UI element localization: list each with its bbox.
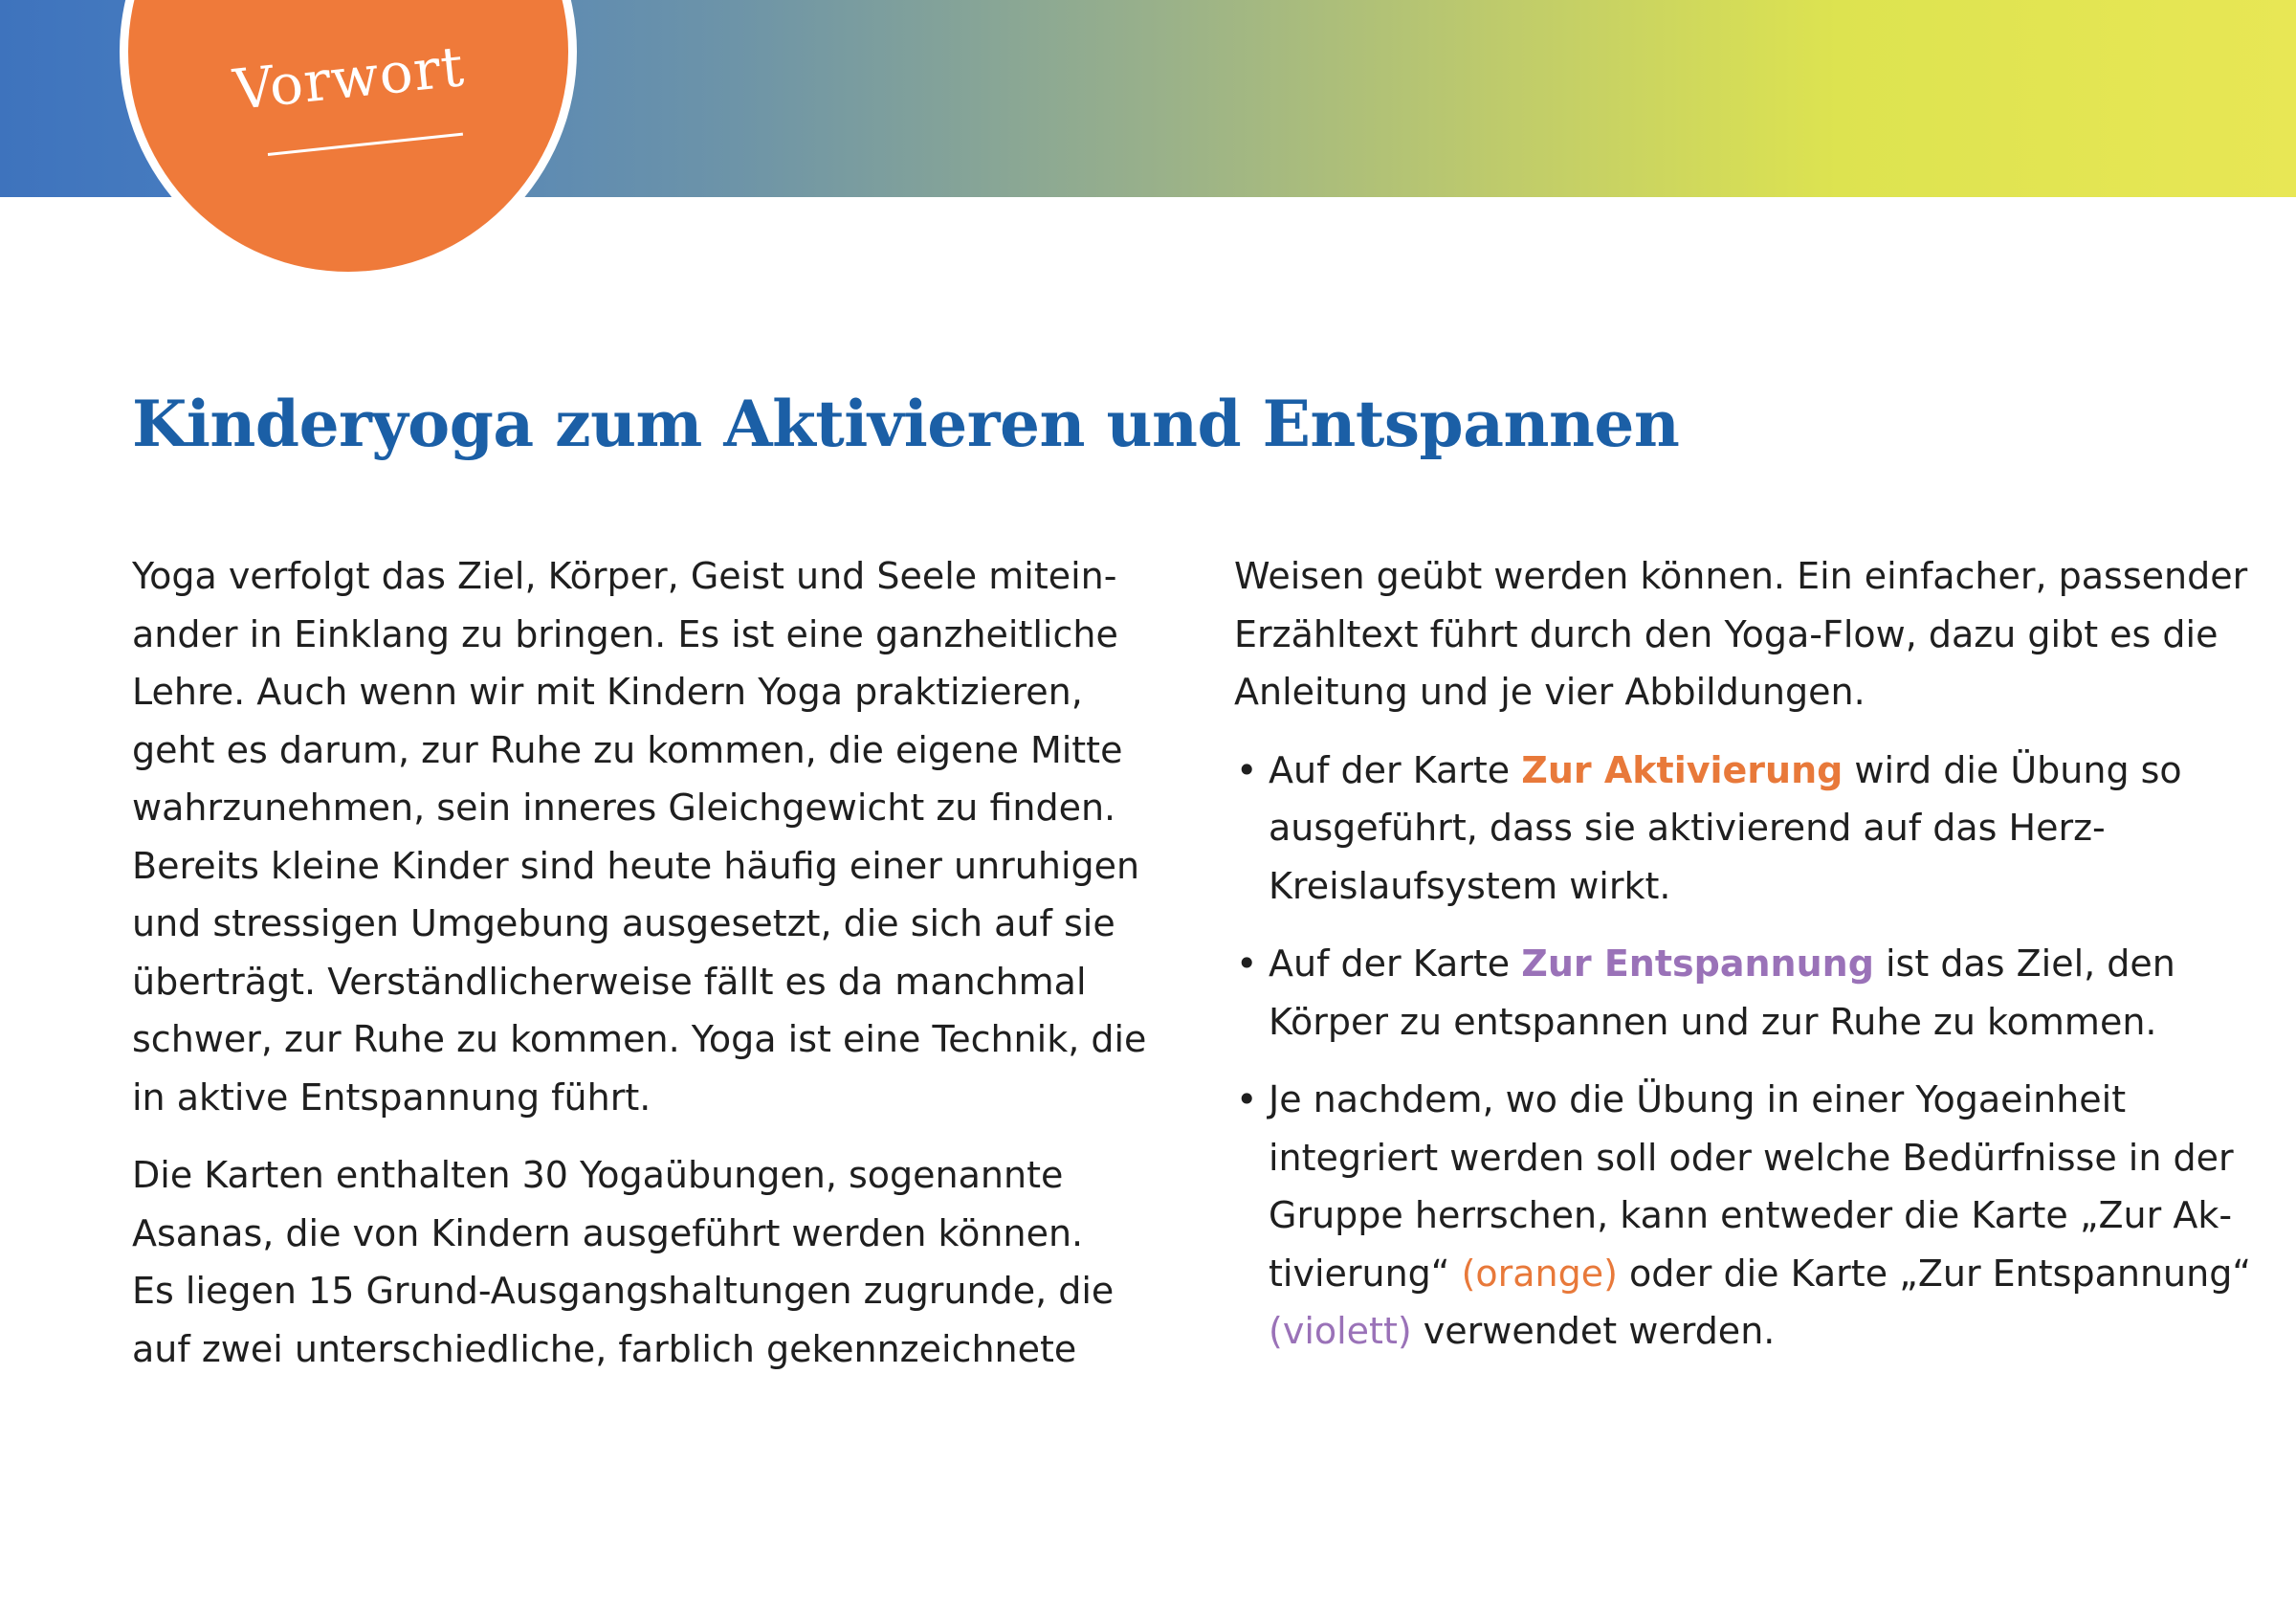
text-line: Gruppe herrschen, kann entweder die Karte „Zur Ak- <box>1269 1194 2233 1236</box>
text-line: geht es darum, zur Ruhe zu kommen, die eigene Mitte <box>132 728 1123 771</box>
text-line: und stressigen Umgebung ausgesetzt, die sich auf sie <box>132 902 1115 944</box>
text-line: auf zwei unterschiedliche, farblich gekennzeichnete <box>132 1327 1077 1370</box>
intro-paragraph <box>132 547 1147 1126</box>
text-fragment: wird die Übung so <box>1843 748 2182 791</box>
text-line: Die Karten enthalten 30 Yogaübungen, sogenannte <box>132 1154 1064 1196</box>
bullet-activation <box>1234 742 2191 916</box>
section-label: Vorwort <box>230 33 468 122</box>
relaxation-label: Zur Entspannung <box>1521 942 1874 985</box>
bullet-list <box>1234 742 2251 1361</box>
text-line: Bereits kleine Kinder sind heute häufig einer unruhigen <box>132 844 1140 887</box>
text-fragment: verwendet werden. <box>1411 1310 1776 1352</box>
text-line: Lehre. Auch wenn wir mit Kindern Yoga praktizieren, <box>132 671 1083 713</box>
continuation-paragraph <box>1234 547 2248 721</box>
cards-paragraph <box>132 1146 1115 1378</box>
bullet-relaxation <box>1234 935 2191 1051</box>
text-line: ander in Einklang zu bringen. Es ist eine ganzheitliche <box>132 612 1118 655</box>
bullet-choice <box>1234 1071 2251 1361</box>
orange-color-note: (orange) <box>1461 1252 1618 1295</box>
text-line: Anleitung und je vier Abbildungen. <box>1234 671 1866 713</box>
text-line: Erzähltext führt durch den Yoga-Flow, dazu gibt es die <box>1234 612 2219 655</box>
text-line: Körper zu entspannen und zur Ruhe zu kommen. <box>1269 1000 2157 1043</box>
page-title: Kinderyoga zum Aktivieren und Entspannen <box>132 387 1680 461</box>
text-line <box>1269 935 2191 993</box>
left-column <box>132 547 1147 1378</box>
text-line: integriert werden soll oder welche Bedürfnisse in der <box>1269 1136 2234 1179</box>
section-badge <box>128 0 568 272</box>
text-line <box>1269 1245 2251 1303</box>
text-fragment: Auf der Karte <box>1269 748 1522 791</box>
text-line <box>1269 1302 2191 1361</box>
text-fragment: Auf der Karte <box>1269 942 1522 985</box>
text-fragment: oder die Karte „Zur Entspannung“ <box>1617 1252 2251 1295</box>
text-line: schwer, zur Ruhe zu kommen. Yoga ist eine Technik, die <box>132 1018 1147 1060</box>
text-fragment: tivierung“ <box>1269 1252 1462 1295</box>
text-line: Asanas, die von Kindern ausgeführt werden können. <box>132 1211 1084 1254</box>
activation-label: Zur Aktivierung <box>1521 748 1843 791</box>
text-line: • Je nachdem, wo die Übung in einer Yogaeinheit <box>1269 1078 2127 1120</box>
text-line: Kreislaufsystem wirkt. <box>1269 864 1671 907</box>
text-line: überträgt. Verständlicherweise fällt es da manchmal <box>132 960 1087 1003</box>
right-column <box>1234 547 2251 1361</box>
text-fragment: ist das Ziel, den <box>1873 942 2175 985</box>
text-line <box>1269 742 2191 800</box>
text-line: Yoga verfolgt das Ziel, Körper, Geist und Seele mitein- <box>132 555 1117 597</box>
text-line: Weisen geübt werden können. Ein einfacher, passender <box>1234 555 2248 597</box>
text-line: Es liegen 15 Grund-Ausgangshaltungen zugrunde, die <box>132 1270 1115 1312</box>
text-line: in aktive Entspannung führt. <box>132 1075 651 1119</box>
text-line: ausgeführt, dass sie aktivierend auf das Herz- <box>1269 807 2106 849</box>
violet-color-note: (violett) <box>1269 1310 1412 1352</box>
text-line: wahrzunehmen, sein inneres Gleichgewicht zu finden. <box>132 787 1116 829</box>
